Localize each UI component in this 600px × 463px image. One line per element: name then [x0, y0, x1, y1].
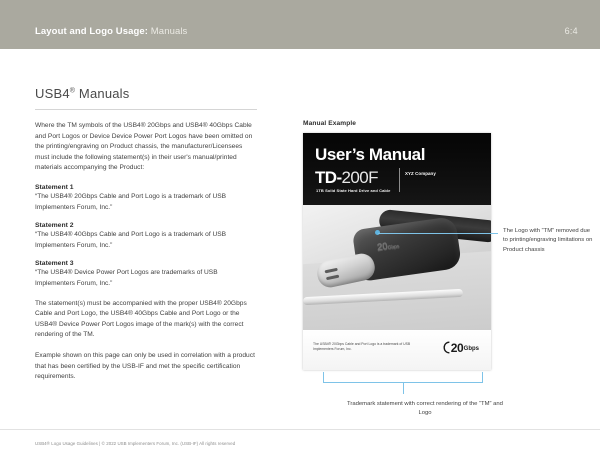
manual-cover-header	[303, 133, 491, 205]
usb-logo-unit: Gbps	[463, 346, 479, 352]
footer-divider	[0, 429, 600, 430]
statement-2-text: “The USB4® 40Gbps Cable and Port Logo is a trademark of USB Implementers Forum, Inc.”	[35, 231, 227, 249]
callout-top-leader-line	[378, 233, 498, 234]
registered-mark-icon: ®	[69, 87, 76, 95]
intro-paragraph: Where the TM symbols of the USB4® 20Gbps and USB4® 40Gbps Cable and Port Logos or Device Device Power Port Logos have been omitted on the printing/engraving on Product chassis, the manufacturer/Licensees must include the following statement(s) in their user's manual/printed materials accompanying the Product:	[35, 122, 253, 172]
header-title-light: Manuals	[150, 26, 188, 37]
emboss-unit: Gbps	[387, 243, 400, 252]
manual-cover-subtitle: 1TB Solid State Hard Drive and Cable	[316, 188, 391, 193]
manual-cover-title: User’s Manual	[315, 145, 426, 164]
manual-cover-company: XYZ Company	[405, 171, 436, 176]
statement-1-heading: Statement 1	[35, 183, 74, 191]
note-paragraph-2: Example shown on this page can only be used in correlation with a product that has been certified by the USB-IF and met the specific certification requirements.	[35, 351, 255, 381]
usb-20gbps-logo-icon	[443, 341, 479, 354]
manual-example-label: Manual Example	[303, 120, 357, 127]
statement-1-text: “The USB4® 20Gbps Cable and Port Logo is a trademark of USB Implementers Forum, Inc.”	[35, 192, 227, 211]
manual-trademark-statement: The USB4® 20Gbps Cable and Port Logo is a trademark of USB Implementers Forum, Inc.	[313, 342, 411, 352]
manual-cover-divider	[399, 168, 400, 192]
emboss-number: 20	[376, 241, 389, 254]
statement-3-text: “The USB4® Device Power Port Logos are trademarks of USB Implementers Forum, Inc.”	[35, 269, 218, 287]
header-title	[35, 26, 187, 37]
statement-2-heading: Statement 2	[35, 222, 74, 230]
page-header-band	[0, 0, 600, 49]
footer-text: USB4® Logo Usage Guidelines | © 2022 USB Implementers Forum, Inc. (USB-IF) All rights reserved	[35, 441, 236, 446]
header-title-bold: Layout and Logo Usage:	[35, 26, 149, 37]
manual-cover-mockup	[303, 133, 491, 370]
callout-bottom-text: Trademark statement with correct rendering of the “TM” and Logo	[347, 401, 503, 417]
page-title-text: USB4	[35, 86, 70, 101]
content-left-column	[35, 86, 257, 393]
page-title	[35, 86, 257, 101]
usb-logo-speed: 20	[450, 341, 464, 355]
manual-model-suffix: 200F	[341, 168, 378, 187]
statement-3-heading: Statement 3	[35, 260, 74, 268]
note-paragraph-1: The statement(s) must be accompanied with the proper USB4® 20Gbps Cable and Port Logo, the USB4® 40Gbps Cable and Port Logo or the USB4® Device Power Port Logos image of the mark(s) with the correct rendering of the TM.	[35, 299, 247, 339]
header-page-number: 6:4	[564, 26, 578, 36]
manual-cover-photo	[303, 205, 491, 330]
callout-bottom-bracket-stem	[403, 382, 404, 394]
page-title-suffix: Manuals	[75, 86, 130, 101]
manual-cover-model	[315, 169, 378, 186]
callout-top-text: The Logo with “TM” removed due to printing/engraving limitations on Product chassis	[503, 228, 593, 253]
title-divider	[35, 109, 257, 110]
manual-model-prefix: TD-	[315, 168, 342, 187]
manual-trademark-band	[303, 330, 491, 370]
usb-trident-icon	[443, 341, 450, 354]
